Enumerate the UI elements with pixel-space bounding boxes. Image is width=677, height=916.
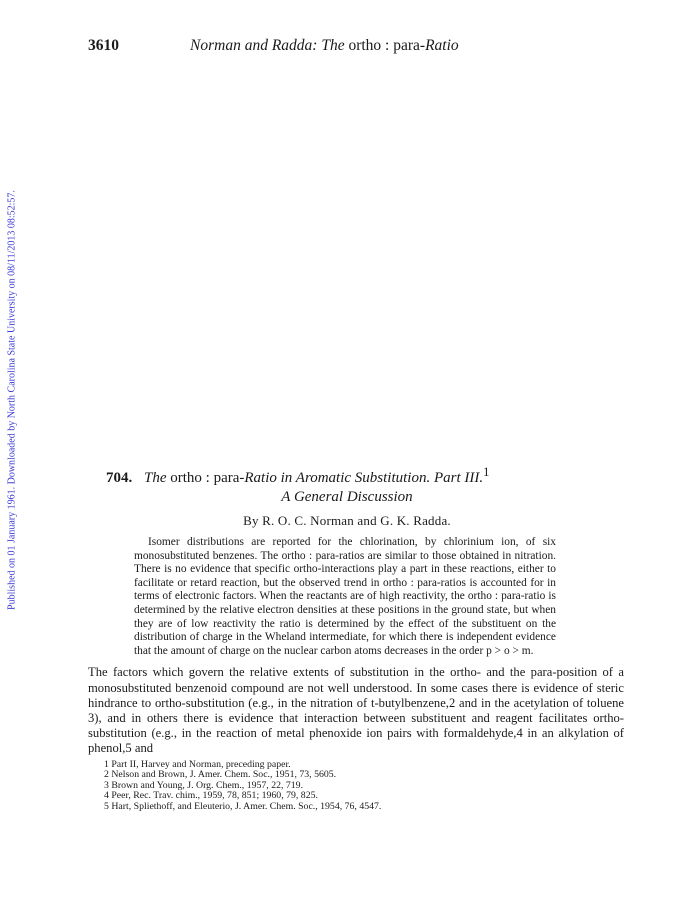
footnote-2: 2 Nelson and Brown, J. Amer. Chem. Soc., 1951, 73, 5605. — [104, 769, 337, 781]
footnotes — [104, 760, 606, 813]
article — [88, 463, 624, 813]
running-title-prefix: Norman and Radda: — [190, 37, 318, 54]
running-title — [190, 37, 459, 55]
title-ref: 1 — [483, 465, 490, 479]
running-title-the: The — [321, 37, 345, 54]
body-paragraph: The factors which govern the relative extents of substitution in the ortho- and the para-position of a monosubstituted benzenoid compound are not well understood. In some cases there is evidence of steric hindrance to ortho-substitution (e.g., in the nitration of t-butylbenzene,2 and in the acetylation of toluene 3), and in others there is evidence that interaction between substituent and reagent facilitates ortho-substitution (e.g., in the reaction of metal phenoxide ion pairs with formaldehyde,4 in an alkylation of phenol,5 and — [88, 665, 624, 756]
download-notice — [2, 100, 22, 700]
abstract — [134, 536, 556, 658]
footnote-5: 5 Hart, Spliethoff, and Eleuterio, J. Amer. Chem. Soc., 1954, 76, 4547. — [104, 800, 382, 812]
page-number: 3610 — [88, 37, 119, 54]
footnote-1: 1 Part II, Harvey and Norman, preceding paper. — [104, 758, 291, 770]
running-title-ratio: Ratio — [425, 37, 459, 54]
article-number: 704. — [106, 470, 133, 486]
abstract-text: Isomer distributions are reported for the chlorination, by chlorinium ion, of six monosubstituted benzenes. The ortho : para-ratios are similar to those obtained in nitration. There is no evidence that specific ortho-interactions play a part in these reactions, either to facilitate or retard reaction, but the observed trend in ortho : para-ratios is accounted for in terms of electronic factors. When the reactants are of high reactivity, the ortho : para-ratio is determined by the relative electron densities at these positions in the ground state, but when they are of low reactivity the ratio is determined by the effect of the substituent on the distribution of charge in the Wheland intermediate, for which there is independent evidence that the amount of charge on the nuclear carbon atoms decreases in the order p > o > m. — [134, 536, 556, 657]
title-ortho-para: ortho : para- — [170, 470, 245, 486]
title-rest: Ratio in Aromatic Substitution. Part III. — [244, 470, 484, 486]
running-title-ortho-para: ortho : para- — [348, 37, 426, 54]
footnote-4: 4 Peer, Rec. Trav. chim., 1959, 78, 851; 1960, 79, 825. — [104, 790, 318, 802]
download-notice-text: Published on 01 January 1961. Downloaded by North Carolina State University on 08/11/2013 08:52:57. — [6, 190, 18, 610]
article-title — [106, 463, 598, 488]
article-subtitle: A General Discussion — [281, 489, 413, 505]
footnote-3: 3 Brown and Young, J. Org. Chem., 1957, 22, 719. — [104, 779, 304, 791]
byline: By R. O. C. Norman and G. K. Radda. — [243, 513, 451, 528]
body-text — [88, 665, 624, 756]
title-the: The — [144, 470, 167, 486]
